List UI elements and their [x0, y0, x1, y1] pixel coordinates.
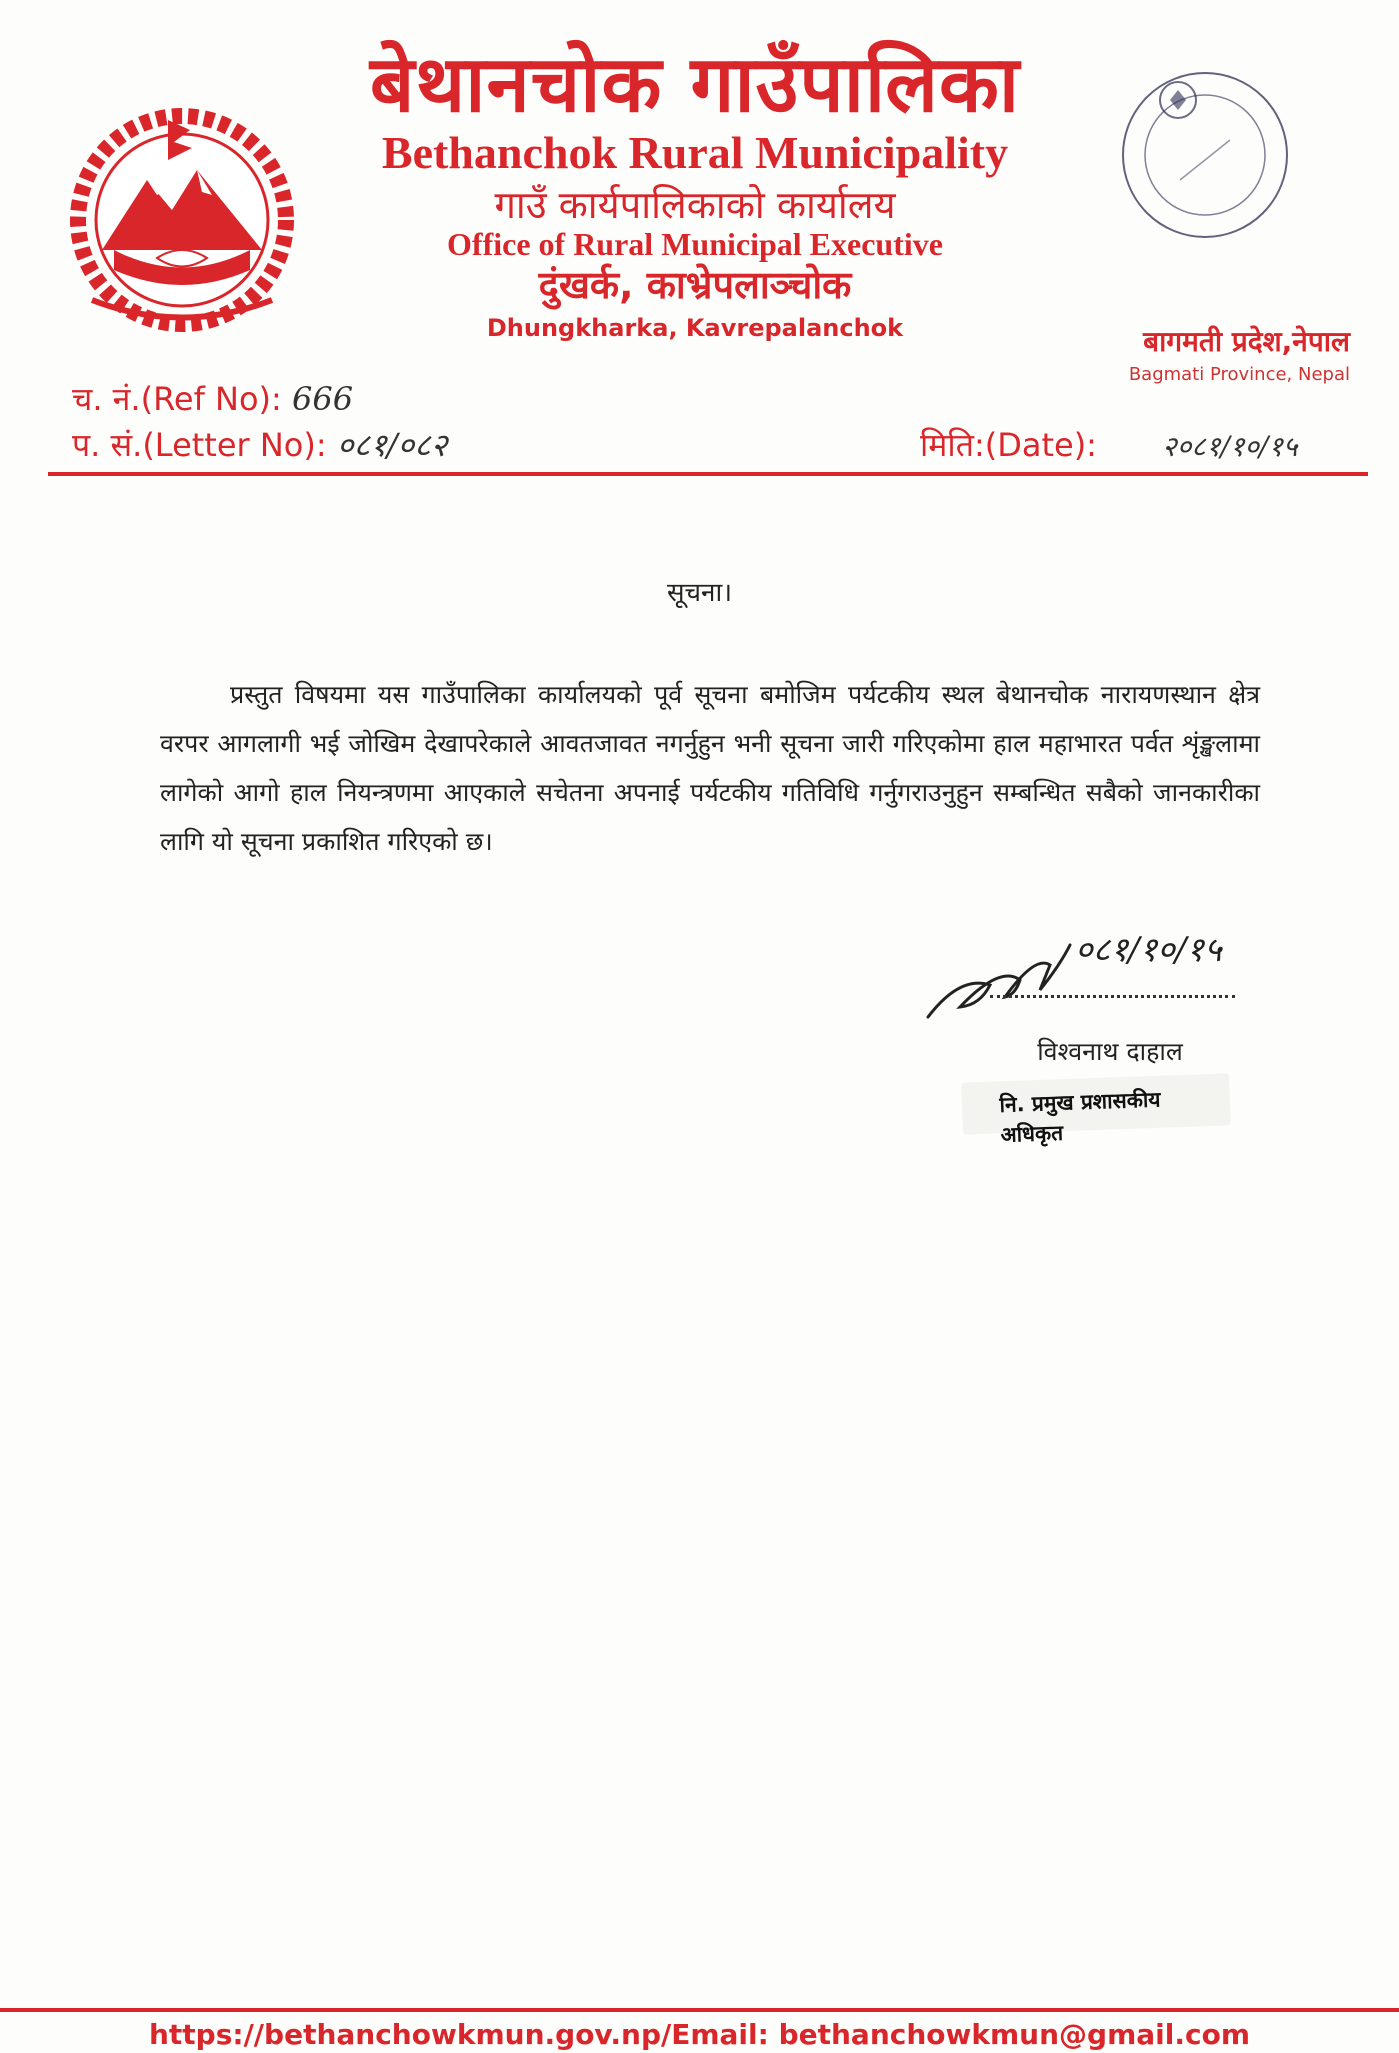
- date-value: २०८१/१०/१५: [1162, 430, 1298, 463]
- footer-contact: https://bethanchowkmun.gov.np/Email: bethanchowkmun@gmail.com: [148, 2018, 1251, 2051]
- signature-line: [990, 995, 1235, 998]
- footer-divider: [0, 2008, 1399, 2012]
- ref-value: 666: [291, 380, 354, 418]
- ref-number: [72, 378, 353, 420]
- province-name-en: Bagmati Province, Nepal: [1128, 364, 1350, 385]
- letter-number: [72, 424, 447, 466]
- municipality-title-en: Bethanchok Rural Municipality: [381, 127, 1009, 178]
- header-divider: [48, 472, 1368, 476]
- letter-label: प. सं.(Letter No):: [72, 426, 327, 464]
- municipality-seal-icon: [1110, 60, 1300, 250]
- notice-title: सूचना।: [666, 578, 733, 608]
- place-name-ne: दुंखर्क, काभ्रेपलाञ्चोक: [538, 263, 852, 307]
- letter-value: ०८१/०८२: [336, 426, 448, 464]
- office-name-en: Office of Rural Municipal Executive: [447, 226, 943, 262]
- ref-label: च. नं.(Ref No):: [72, 380, 282, 418]
- signature-date: ०८१/१०/१५: [1075, 930, 1222, 970]
- signer-designation: नि. प्रमुख प्रशासकीय अधिकृत: [999, 1087, 1161, 1147]
- province-name-ne: बागमती प्रदेश,नेपाल: [1143, 325, 1350, 358]
- date-label: मिति:(Date):: [920, 426, 1097, 464]
- municipality-title-ne: बेथानचोक गाउँपालिका: [369, 40, 1021, 130]
- signature-scribble-icon: [920, 935, 1090, 1025]
- place-name-en: Dhungkharka, Kavrepalanchok: [486, 314, 904, 342]
- office-name-ne: गाउँ कार्यपालिकाको कार्यालय: [494, 183, 896, 227]
- signer-name: विश्वनाथ दाहाल: [1037, 1037, 1183, 1066]
- letter-date: [920, 424, 1298, 468]
- nepal-emblem-icon: [62, 100, 302, 340]
- notice-body: प्रस्तुत विषयमा यस गाउँपालिका कार्यालयको पूर्व सूचना बमोजिम पर्यटकीय स्थल बेथानचोक नारायणस्थान क्षेत्र वरपर आगलागी भई जोखिम देखापरेकाले आवतजावत नगर्नुहुन भनी सूचना जारी गरिएकोमा हाल महाभारत पर्वत शृंङ्खलामा लागेको आगो हाल नियन्त्रणमा आएकाले सचेतना अपनाई पर्यटकीय गतिविधि गर्नुगराउनुहुन सम्बन्धित सबैको जानकारीका लागि यो सूचना प्रकाशित गरिएको छ।: [160, 680, 1260, 856]
